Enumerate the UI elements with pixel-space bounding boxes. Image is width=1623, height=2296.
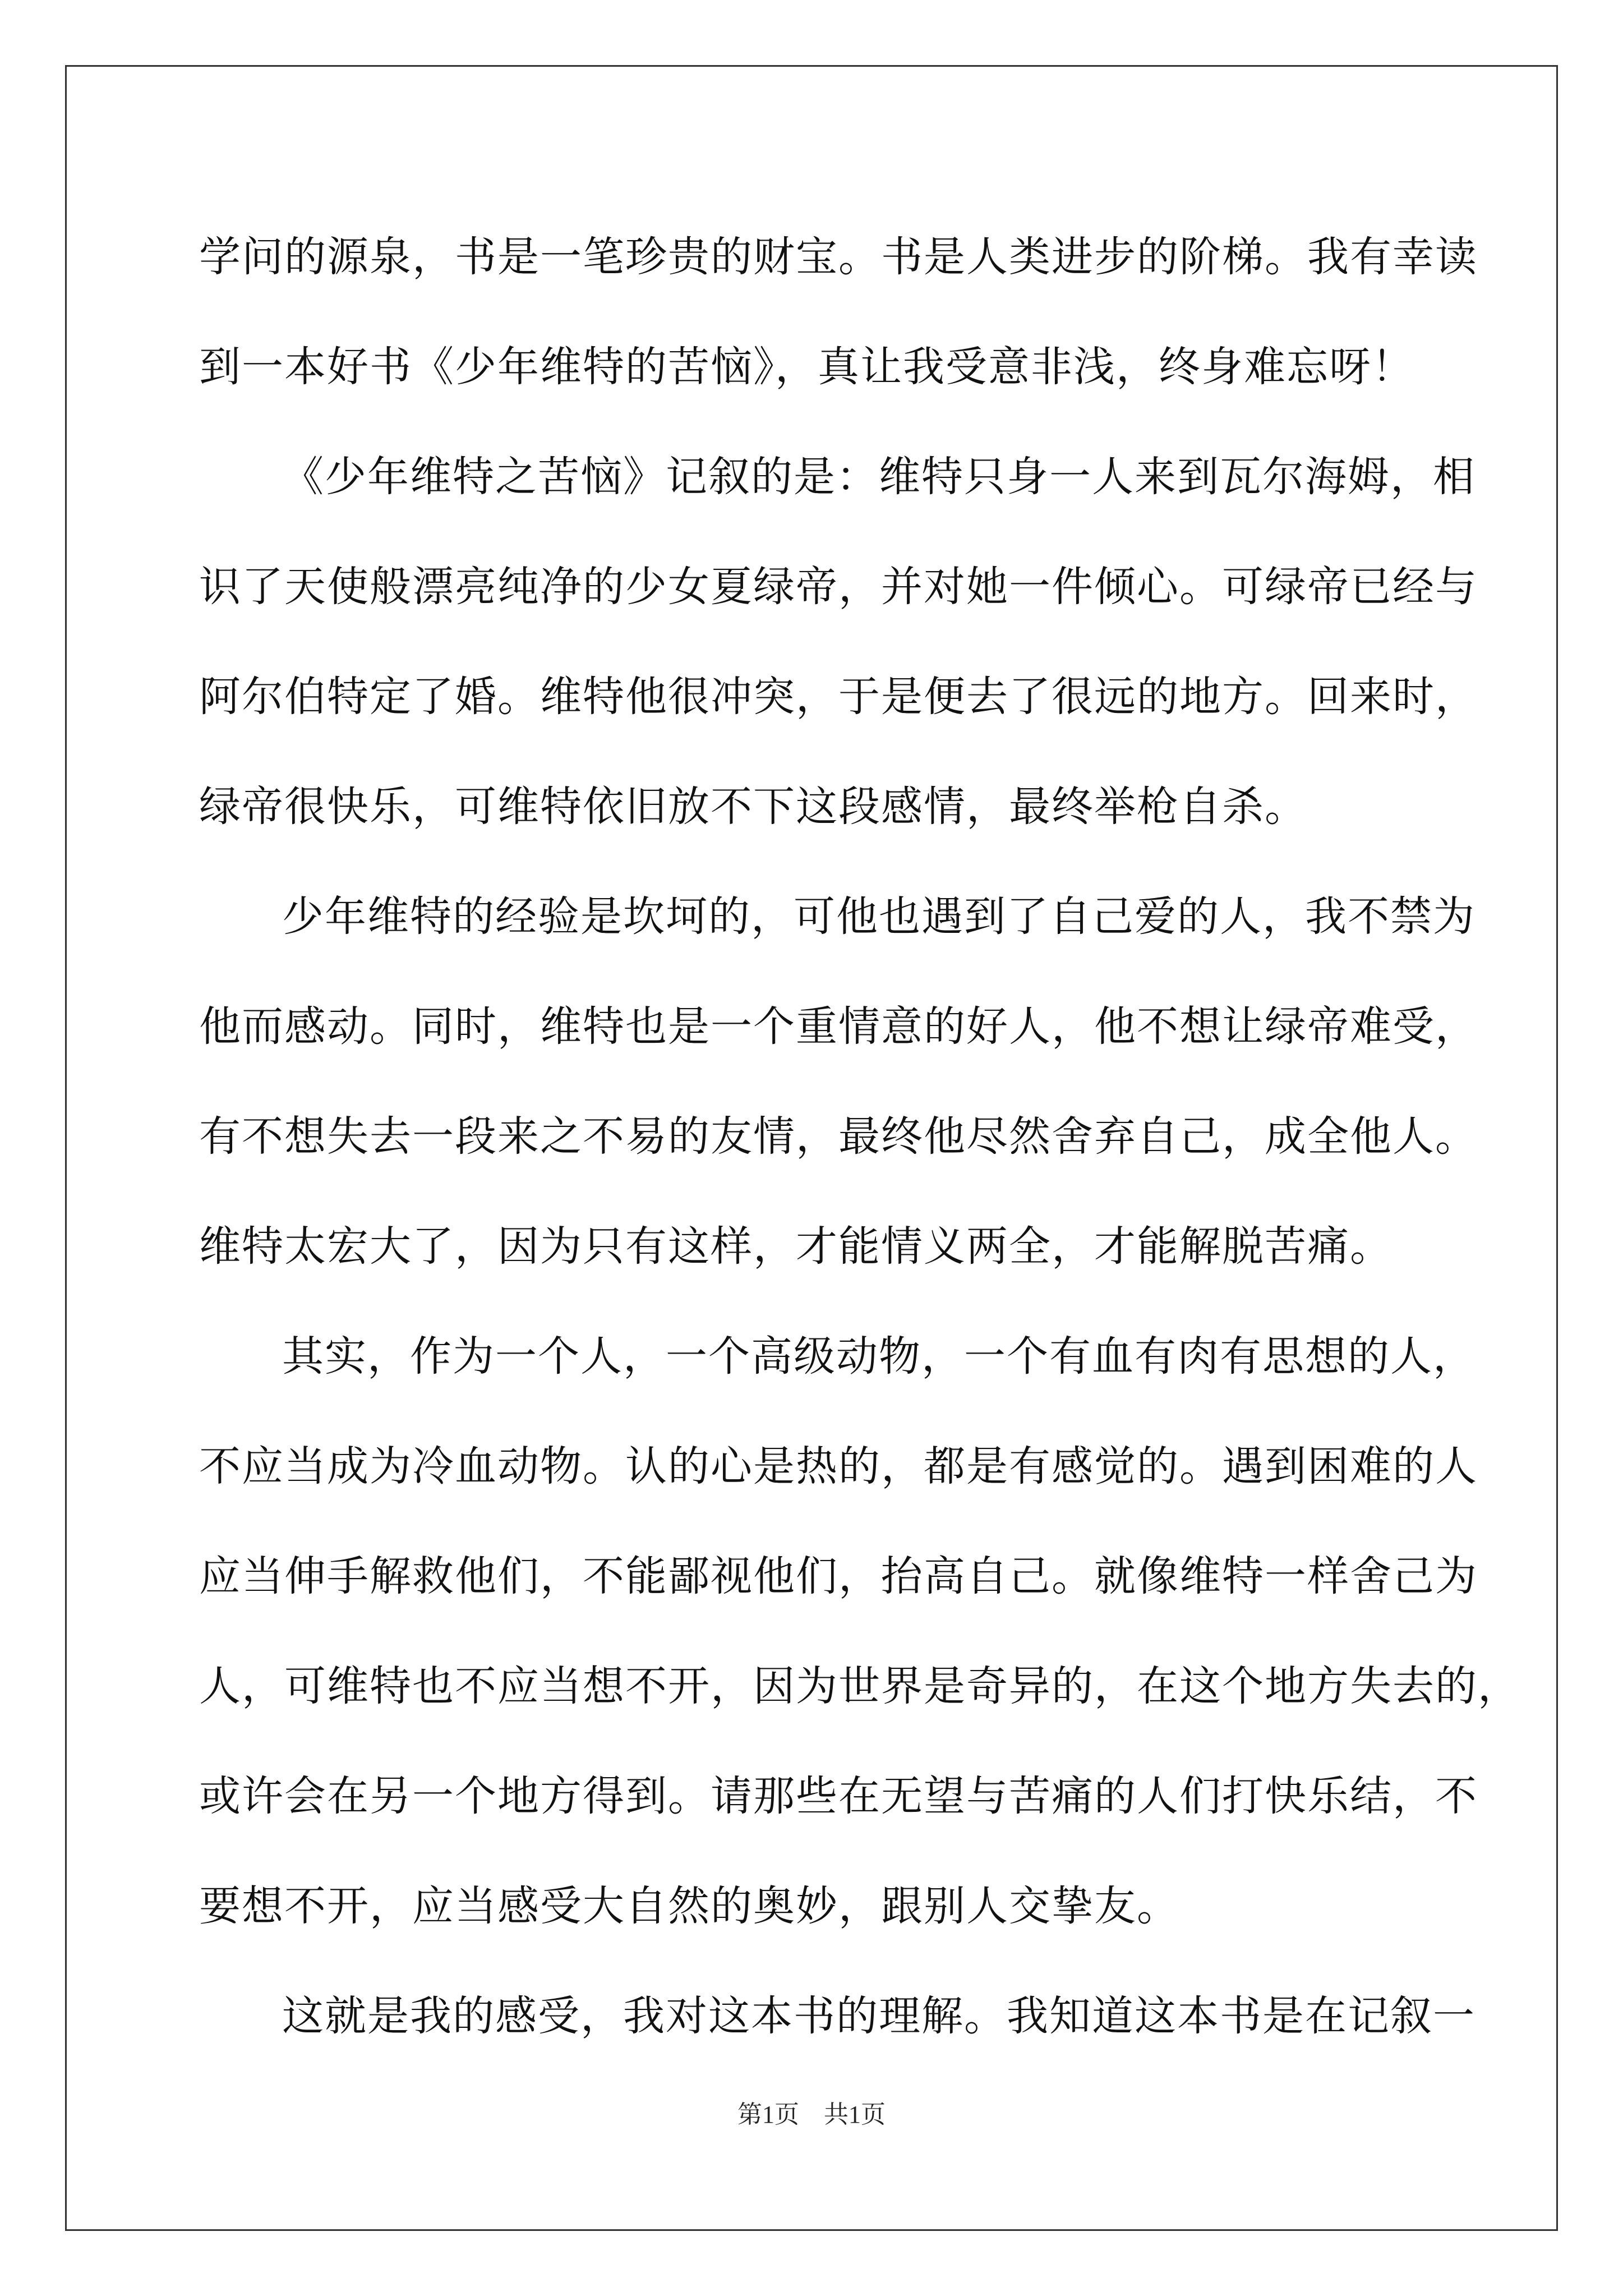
document-body	[199, 202, 1520, 2071]
text-line: 人，可维特也不应当想不开，因为世界是奇异的，在这个地方失去的，	[199, 1662, 1520, 1710]
page-number-footer: 第1页 共1页	[737, 2101, 886, 2128]
text-line: 学问的源泉，书是一笔珍贵的财宝。书是人类进步的阶梯。我有幸读	[199, 233, 1478, 281]
text-line: 这就是我的感受，我对这本书的理解。我知道这本书是在记叙一	[282, 1992, 1476, 2040]
text-line: 绿帝很快乐，可维特依旧放不下这段感情，最终举枪自杀。	[199, 783, 1307, 831]
text-line: 识了天使般漂亮纯净的少女夏绿帝，并对她一件倾心。可绿帝已经与	[199, 563, 1478, 611]
text-line: 少年维特的经验是坎坷的，可他也遇到了自己爱的人，我不禁为	[282, 892, 1476, 941]
text-line: 阿尔伯特定了婚。维特他很冲突，于是便去了很远的地方。回来时，	[199, 673, 1478, 721]
text-line: 或许会在另一个地方得到。请那些在无望与苦痛的人们打快乐结，不	[199, 1772, 1478, 1820]
text-line: 维特太宏大了，因为只有这样，才能情义两全，才能解脱苦痛。	[199, 1222, 1393, 1271]
text-line: 有不想失去一段来之不易的友情，最终他尽然舍弃自己，成全他人。	[199, 1112, 1478, 1161]
text-line: 他而感动。同时，维特也是一个重情意的好人，他不想让绿帝难受，	[199, 1002, 1478, 1051]
text-line: 不应当成为冷血动物。认的心是热的，都是有感觉的。遇到困难的人	[199, 1442, 1478, 1490]
text-line: 《少年维特之苦恼》记叙的是：维特只身一人来到瓦尔海姆，相	[282, 453, 1476, 501]
text-line: 其实，作为一个人，一个高级动物，一个有血有肉有思想的人，	[282, 1332, 1476, 1381]
text-line: 到一本好书《少年维特的苦恼》，真让我受意非浅，终身难忘呀！	[199, 343, 1414, 391]
text-line: 应当伸手解救他们，不能鄙视他们，抬高自己。就像维特一样舍己为	[199, 1552, 1478, 1600]
text-line: 要想不开，应当感受大自然的奥妙，跟别人交挚友。	[199, 1882, 1179, 1930]
